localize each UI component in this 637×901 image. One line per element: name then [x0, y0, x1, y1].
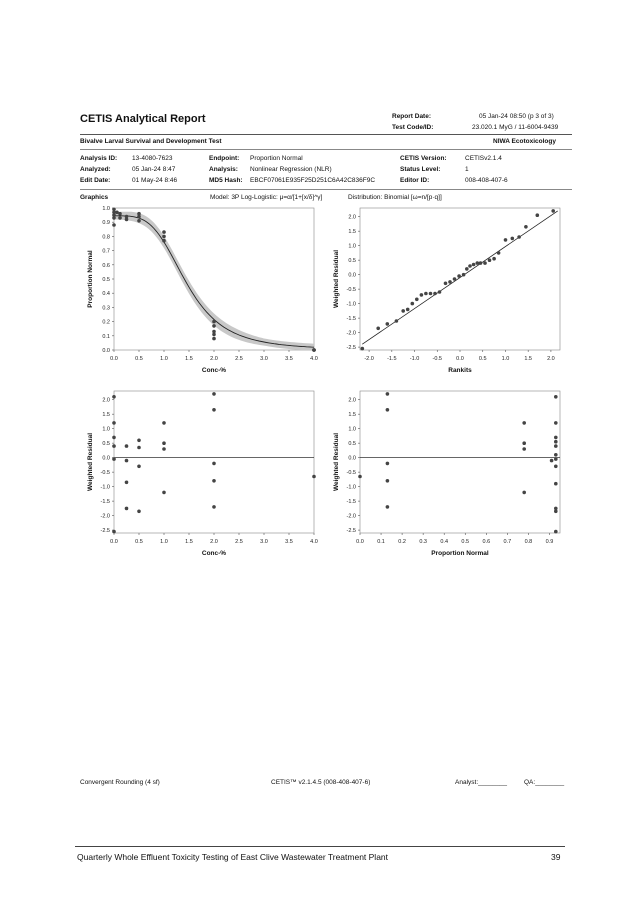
x-tick-label: -1.5: [387, 356, 397, 362]
y-tick-label: 0.7: [102, 248, 110, 255]
x-tick-label: 1.0: [160, 539, 168, 545]
data-point: [358, 475, 362, 479]
data-point: [554, 457, 558, 461]
data-point: [554, 436, 558, 440]
x-tick-label: 0.5: [461, 539, 470, 545]
data-point: [536, 213, 540, 217]
data-point: [522, 491, 526, 495]
y-tick-label: -2.0: [100, 513, 110, 520]
x-tick-label: 0.4: [440, 539, 449, 545]
x-tick-label: 0.0: [356, 539, 364, 545]
y-tick-label: -1.5: [100, 499, 110, 506]
data-point: [504, 238, 508, 242]
data-point: [492, 257, 496, 261]
data-point: [137, 510, 141, 514]
cetis-version: CETISv2.1.4: [465, 155, 502, 162]
y-axis-label: Proportion Normal: [87, 250, 94, 308]
data-point: [112, 421, 116, 425]
edit-date: 01 May-24 8:46: [132, 177, 178, 184]
data-point: [488, 258, 492, 262]
x-tick-label: 0.1: [377, 539, 385, 545]
data-point: [517, 235, 521, 239]
x-tick-label: 1.5: [524, 356, 533, 362]
cetis-version-label: CETIS Version:: [400, 155, 447, 162]
report-date: 05 Jan-24 08:50 (p 3 of 3): [479, 113, 554, 120]
x-tick-label: 2.5: [235, 539, 243, 545]
data-point: [386, 479, 390, 483]
x-tick-label: 0.8: [524, 539, 533, 545]
x-tick-label: 1.5: [185, 539, 193, 545]
plot-frame: [114, 208, 314, 350]
md5-hash: EBCF07061E935F25D251C6A42C836F9C: [250, 177, 376, 184]
editor-label: Editor ID:: [400, 177, 430, 184]
x-tick-label: 0.2: [398, 539, 406, 545]
data-point: [162, 491, 166, 495]
data-point: [448, 280, 452, 284]
y-tick-label: 0.4: [102, 291, 110, 298]
y-tick-label: 0.0: [348, 455, 356, 462]
data-point: [125, 444, 129, 448]
qa-field: QA:________: [524, 779, 565, 786]
y-tick-label: -0.5: [346, 287, 356, 294]
data-point: [112, 530, 116, 534]
data-point: [112, 395, 116, 399]
y-tick-label: -2.0: [346, 330, 356, 337]
data-point: [438, 290, 442, 294]
x-tick-label: 2.0: [547, 356, 555, 362]
y-tick-label: 1.0: [348, 426, 356, 433]
editor-id: 008-408-407-6: [465, 177, 508, 184]
data-point: [497, 251, 501, 255]
data-point: [406, 308, 410, 312]
y-tick-label: 0.2: [102, 319, 110, 326]
data-point: [137, 446, 141, 450]
data-point: [483, 261, 487, 265]
data-point: [522, 421, 526, 425]
y-tick-label: -1.5: [346, 316, 356, 323]
cetis-version-footer: CETIS™ v2.1.4.5 (008-408-407-6): [271, 779, 371, 786]
data-point: [554, 482, 558, 486]
x-tick-label: 4.0: [310, 356, 318, 362]
status-level: 1: [465, 166, 469, 173]
data-point: [118, 212, 122, 216]
test-code-label: Test Code/ID:: [392, 124, 434, 131]
report-title: CETIS Analytical Report: [80, 113, 206, 125]
data-point: [433, 292, 437, 296]
data-point: [524, 225, 528, 229]
analysis-label: Analysis:: [209, 166, 238, 173]
y-tick-label: 0.5: [102, 441, 110, 448]
y-tick-label: -2.5: [346, 345, 356, 352]
y-tick-label: 0.6: [102, 262, 110, 269]
data-point: [554, 465, 558, 469]
plot-frame: [360, 208, 560, 350]
chart-qq-rankits: [328, 202, 573, 382]
data-point: [162, 441, 166, 445]
x-tick-label: 0.7: [503, 539, 512, 545]
data-point: [361, 347, 365, 351]
y-tick-label: 1.0: [348, 243, 356, 250]
data-point: [462, 273, 466, 277]
x-tick-label: 0.6: [482, 539, 491, 545]
plot-frame: [360, 391, 560, 533]
data-point: [472, 263, 476, 267]
x-tick-label: 4.0: [310, 539, 318, 545]
footer-divider: [75, 846, 565, 847]
y-axis-label: Weighted Residual: [333, 432, 340, 492]
md5-label: MD5 Hash:: [209, 177, 243, 184]
data-point: [212, 408, 216, 412]
y-tick-label: -0.5: [346, 470, 356, 477]
analyzed: 05 Jan-24 8:47: [132, 166, 176, 173]
data-point: [137, 215, 141, 219]
data-point: [386, 322, 390, 326]
data-point: [137, 465, 141, 469]
data-point: [522, 447, 526, 451]
data-point: [386, 408, 390, 412]
data-point: [125, 507, 129, 511]
data-point: [420, 293, 424, 297]
data-point: [212, 479, 216, 483]
data-point: [511, 237, 515, 241]
x-axis-label: Proportion Normal: [431, 550, 489, 557]
x-tick-label: -0.5: [432, 356, 443, 362]
x-tick-label: 2.0: [210, 356, 218, 362]
x-tick-label: 0.5: [478, 356, 487, 362]
x-tick-label: 1.0: [501, 356, 510, 362]
x-tick-label: -1.0: [409, 356, 420, 362]
data-point: [476, 261, 480, 265]
data-point: [465, 267, 469, 271]
data-point: [312, 475, 316, 479]
data-point: [212, 462, 216, 466]
x-tick-label: 3.5: [285, 539, 293, 545]
chart-residual-vs-proportion: [328, 385, 573, 565]
data-point: [112, 436, 116, 440]
data-point: [386, 462, 390, 466]
data-point: [453, 277, 457, 281]
y-tick-label: -1.0: [346, 484, 356, 491]
divider: [80, 189, 572, 190]
y-tick-label: 2.0: [348, 397, 356, 404]
x-tick-label: 0.0: [456, 356, 464, 362]
y-tick-label: 0.9: [102, 220, 110, 227]
data-point: [212, 392, 216, 396]
data-point: [162, 447, 166, 451]
y-tick-label: -1.0: [346, 301, 356, 308]
data-point: [424, 292, 428, 296]
y-tick-label: 2.0: [102, 397, 110, 404]
data-point: [386, 392, 390, 396]
divider: [80, 134, 572, 135]
x-axis-label: Conc-%: [201, 550, 227, 557]
analysis-id: 13-4080-7623: [132, 155, 173, 162]
x-tick-label: 1.0: [160, 356, 168, 362]
data-point: [112, 223, 116, 227]
endpoint: Proportion Normal: [250, 155, 303, 162]
data-point: [162, 235, 166, 239]
data-point: [212, 320, 216, 324]
data-point: [212, 337, 216, 341]
y-tick-label: 0.1: [102, 333, 110, 340]
y-tick-label: -2.0: [346, 513, 356, 520]
x-tick-label: 3.5: [285, 356, 293, 362]
x-axis-label: Rankits: [448, 367, 472, 374]
data-point: [212, 333, 216, 337]
endpoint-label: Endpoint:: [209, 155, 240, 162]
data-point: [395, 319, 399, 323]
test-code: 23.020.1 MyG / 11-6004-9439: [472, 124, 559, 131]
data-point: [554, 530, 558, 534]
y-tick-label: 1.0: [102, 426, 110, 433]
y-tick-label: -2.5: [346, 528, 356, 535]
divider: [80, 149, 572, 150]
y-tick-label: 0.0: [348, 272, 356, 279]
x-tick-label: 0.5: [135, 539, 143, 545]
data-point: [411, 302, 415, 306]
analyzed-label: Analyzed:: [80, 166, 111, 173]
x-tick-label: 1.5: [185, 356, 193, 362]
y-axis-label: Weighted Residual: [87, 432, 94, 492]
chart-proportion-vs-conc: [82, 202, 327, 382]
x-tick-label: 0.9: [545, 539, 554, 545]
x-tick-label: 0.3: [419, 539, 427, 545]
data-point: [551, 209, 555, 213]
y-tick-label: 0.5: [348, 258, 356, 265]
y-tick-label: 1.5: [348, 229, 356, 236]
footer-text: Quarterly Whole Effluent Toxicity Testing of East Clive Wastewater Treatment Plant: [77, 852, 389, 862]
confidence-band: [114, 212, 314, 350]
data-point: [118, 216, 122, 220]
x-tick-label: 0.5: [135, 356, 143, 362]
x-axis-label: Conc-%: [201, 367, 227, 374]
data-point: [554, 395, 558, 399]
data-point: [162, 421, 166, 425]
x-tick-label: 3.0: [260, 539, 268, 545]
data-point: [112, 216, 116, 220]
data-point: [468, 264, 472, 268]
y-tick-label: -0.5: [100, 470, 110, 477]
data-point: [137, 439, 141, 443]
y-tick-label: 1.5: [102, 412, 110, 419]
data-point: [112, 444, 116, 448]
data-point: [125, 459, 129, 463]
data-point: [401, 309, 405, 313]
data-point: [550, 459, 554, 463]
y-tick-label: 0.8: [102, 234, 110, 241]
data-point: [312, 348, 316, 352]
data-point: [444, 282, 448, 286]
y-axis-label: Weighted Residual: [333, 249, 340, 309]
edit-date-label: Edit Date:: [80, 177, 111, 184]
x-tick-label: 0.0: [110, 356, 118, 362]
data-point: [137, 219, 141, 223]
data-point: [554, 510, 558, 514]
data-point: [112, 457, 116, 461]
data-point: [522, 441, 526, 445]
data-point: [212, 324, 216, 328]
data-point: [162, 239, 166, 243]
x-tick-label: 2.0: [210, 539, 218, 545]
y-tick-label: 1.0: [102, 206, 110, 212]
y-tick-label: 0.0: [102, 455, 110, 462]
data-point: [554, 444, 558, 448]
x-tick-label: 2.5: [235, 356, 243, 362]
report-date-label: Report Date:: [392, 113, 432, 120]
data-point: [554, 421, 558, 425]
y-tick-label: 0.5: [102, 277, 110, 283]
y-tick-label: 0.5: [348, 441, 356, 448]
analysis: Nonlinear Regression (NLR): [250, 166, 332, 173]
data-point: [554, 440, 558, 444]
y-tick-label: -1.5: [346, 499, 356, 506]
y-tick-label: 2.0: [348, 214, 356, 221]
data-point: [386, 505, 390, 509]
x-tick-label: -2.0: [364, 356, 374, 362]
x-tick-label: 0.0: [110, 539, 118, 545]
graphics-label: Graphics: [80, 194, 109, 201]
analyst-field: Analyst:________: [455, 779, 508, 786]
data-point: [479, 261, 483, 265]
y-tick-label: -1.0: [100, 484, 110, 491]
data-point: [125, 481, 129, 485]
data-point: [125, 218, 129, 222]
status-label: Status Level:: [400, 166, 441, 173]
test-name: Bivalve Larval Survival and Development Test: [80, 138, 222, 145]
data-point: [376, 327, 380, 331]
analysis-id-label: Analysis ID:: [80, 155, 118, 162]
data-point: [554, 453, 558, 457]
chart-residual-vs-conc: [82, 385, 327, 565]
data-point: [415, 298, 419, 302]
data-point: [429, 292, 433, 296]
lab-name: NIWA Ecotoxicology: [493, 138, 556, 145]
y-tick-label: -2.5: [100, 528, 110, 535]
y-tick-label: 1.5: [348, 412, 356, 419]
data-point: [457, 274, 461, 278]
data-point: [162, 230, 166, 234]
page-number: 39: [551, 852, 561, 862]
y-tick-label: 0.3: [102, 305, 110, 312]
rounding-note: Convergent Rounding (4 sf): [80, 779, 160, 786]
distribution-formula: Distribution: Binomial [ω=n/[p·q]]: [348, 194, 442, 201]
model-formula: Model: 3P Log-Logistic: μ=α/[1+[x/δ]^γ]: [210, 194, 323, 201]
x-tick-label: 3.0: [260, 356, 268, 362]
data-point: [212, 505, 216, 509]
y-tick-label: 0.0: [102, 348, 110, 354]
